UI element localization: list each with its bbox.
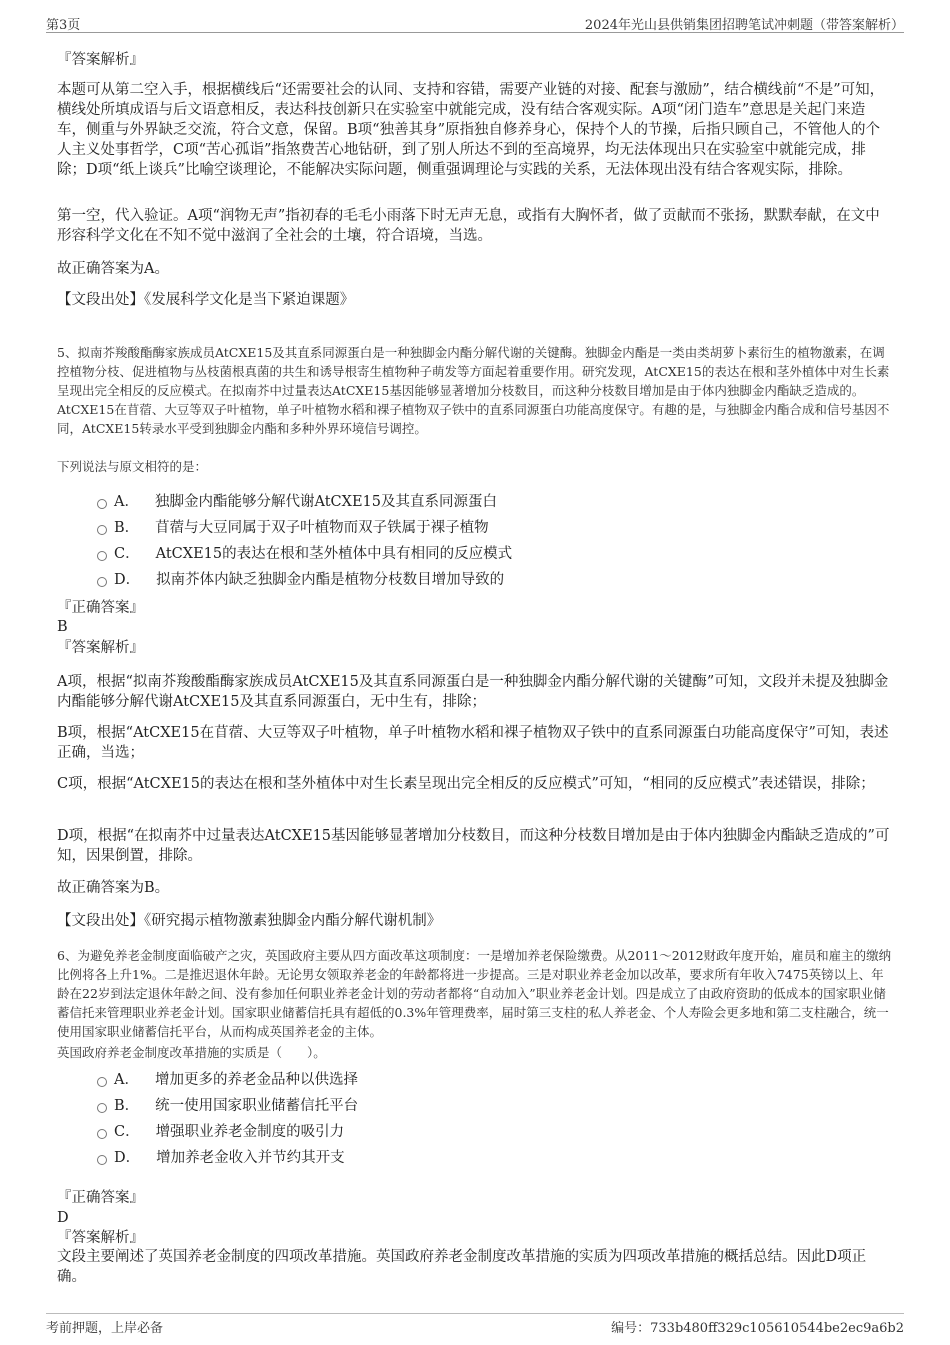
option-text: 增加养老金收入并节约其开支 bbox=[156, 1150, 345, 1166]
q5-option-d[interactable] bbox=[97, 570, 504, 590]
option-key: B． bbox=[114, 520, 140, 536]
radio-icon[interactable] bbox=[97, 1103, 107, 1113]
option-key: B． bbox=[114, 1098, 140, 1114]
page-header bbox=[46, 14, 904, 33]
q6-answer: D bbox=[57, 1210, 69, 1226]
radio-icon[interactable] bbox=[97, 525, 107, 535]
q4-conclusion: 故正确答案为A。 bbox=[57, 261, 169, 277]
q5-analysis-b: B项，根据“AtCXE15在苜蓿、大豆等双子叶植物，单子叶植物水稻和裸子植物双子铁中的直系同源蛋白功能高度保守”可知，表述正确，当选； bbox=[57, 725, 889, 761]
option-key: D． bbox=[114, 572, 141, 588]
q5-analysis-c: C项，根据“AtCXE15的表达在根和茎外植体中对生长素呈现出完全相反的反应模式”可知，“相同的反应模式”表述错误，排除； bbox=[57, 776, 875, 792]
q5-source: 【文段出处】《研究揭示植物激素独脚金内酯分解代谢机制》 bbox=[57, 913, 442, 929]
radio-icon[interactable] bbox=[97, 577, 107, 587]
option-text: AtCXE15的表达在根和茎外植体中具有相同的反应模式 bbox=[155, 546, 513, 562]
option-text: 统一使用国家职业储蓄信托平台 bbox=[155, 1098, 359, 1114]
q5-answer-label: 『正确答案』 bbox=[57, 600, 144, 616]
q5-option-b[interactable] bbox=[97, 518, 489, 538]
q6-analysis-label: 『答案解析』 bbox=[57, 1230, 144, 1246]
radio-icon[interactable] bbox=[97, 1155, 107, 1165]
q5-analysis-d: D项，根据“在拟南芥中过量表达AtCXE15基因能够显著增加分枝数目，而这种分枝数目增加是由于体内独脚金内酯缺乏造成的”可知，因果倒置，排除。 bbox=[57, 828, 890, 864]
q5-conclusion: 故正确答案为B。 bbox=[57, 880, 170, 896]
page-footer bbox=[46, 1313, 904, 1334]
footer-slogan: 考前押题，上岸必备 bbox=[46, 1321, 164, 1336]
option-key: A． bbox=[114, 1072, 139, 1088]
radio-icon[interactable] bbox=[97, 1077, 107, 1087]
q5-stem: 5、拟南芥羧酸酯酶家族成员AtCXE15及其直系同源蛋白是一种独脚金内酯分解代谢的关键酶。独脚金内酯是一类由类胡萝卜素衍生的植物激素，在调控植物分枝、促进植物与丛枝菌根真菌的共生和诱导根寄生植物种子萌发等方面起着重要作用。研究发现，AtCXE15的表达在根和茎外植体中对生长素呈现出完全相反的反应模式。在拟南芥中过量表达AtCXE15基因能够显著增加分枝数目，而这种分枝数目增加是由于体内独脚金内酯缺乏造成的。AtCXE15在苜蓿、大豆等双子叶植物，单子叶植物水稻和裸子植物双子铁中的直系同源蛋白功能高度保守。有趣的是，与独脚金内酯合成和信号基因不同，AtCXE15转录水平受到独脚金内酯和多种外界环境信号调控。 bbox=[57, 345, 890, 436]
q5-option-a[interactable] bbox=[97, 492, 497, 512]
q5-analysis-label: 『答案解析』 bbox=[57, 640, 144, 656]
radio-icon[interactable] bbox=[97, 551, 107, 561]
q6-option-d[interactable] bbox=[97, 1148, 345, 1168]
q5-answer: B bbox=[57, 619, 68, 635]
q6-option-b[interactable] bbox=[97, 1096, 358, 1116]
q6-stem: 6、为避免养老金制度面临破产之灾，英国政府主要从四方面改革这项制度：一是增加养老保险缴费。从2011～2012财政年度开始，雇员和雇主的缴纳比例将各上升1%。二是推迟退休年龄。无论男女领取养老金的年龄都将进一步提高。三是对职业养老金加以改革，要求所有年收入7475英镑以上、年龄在22岁到法定退休年龄之间、没有参加任何职业养老金计划的劳动者都将“自动加入”职业养老金计划。四是成立了由政府资助的低成本的国家职业储蓄信托来管理职业养老金计划。国家职业储蓄信托具有超低的0.3%年管理费率，届时第三支柱的私人养老金、个人寿险会更多地和第二支柱融合，统一使用国家职业储蓄信托平台，从而构成英国养老金的主体。 bbox=[57, 948, 892, 1039]
option-key: C． bbox=[114, 546, 140, 562]
q4-source: 【文段出处】《发展科学文化是当下紧迫课题》 bbox=[57, 292, 355, 308]
q6-analysis: 文段主要阐述了英国养老金制度的四项改革措施。英国政府养老金制度改革措施的实质为四项改革措施的概括总结。因此D项正确。 bbox=[57, 1249, 867, 1285]
option-key: C． bbox=[114, 1124, 140, 1140]
q6-option-a[interactable] bbox=[97, 1070, 358, 1090]
option-text: 独脚金内酯能够分解代谢AtCXE15及其直系同源蛋白 bbox=[154, 494, 497, 510]
option-key: D． bbox=[114, 1150, 141, 1166]
q4-analysis-paragraph-2: 第一空，代入验证。A项“润物无声”指初春的毛毛小雨落下时无声无息，或指有大胸怀者，做了贡献而不张扬，默默奉献，在文中形容科学文化在不知不觉中滋润了全社会的土壤，符合语境，当选。 bbox=[57, 208, 880, 244]
q6-answer-label: 『正确答案』 bbox=[57, 1190, 144, 1206]
q5-option-c[interactable] bbox=[97, 544, 512, 564]
option-text: 苜蓿与大豆同属于双子叶植物而双子铁属于裸子植物 bbox=[155, 520, 489, 536]
q5-question: 下列说法与原文相符的是： bbox=[57, 459, 208, 474]
q4-analysis-paragraph-1: 本题可从第二空入手，根据横线后“还需要社会的认同、支持和容错，需要产业链的对接、配套与激励”，结合横线前“不是”可知，横线处所填成语与后文语意相反，表达科技创新只在实验室中就能完成，没有结合客观实际。A项“闭门造车”意思是关起门来造车，侧重与外界缺乏交流，符合文意，保留。B项“独善其身”原指独自修养身心，保持个人的节操，后指只顾自己，不管他人的个人主义处事哲学，C项“苦心孤诣”指煞费苦心地钻研，到了别人所达不到的至高境界，均无法体现出只在实验室中就能完成，排除；D项“纸上谈兵”比喻空谈理论，不能解决实际问题，侧重强调理论与实践的关系，无法体现出没有结合客观实际，排除。 bbox=[57, 82, 885, 178]
option-text: 拟南芥体内缺乏独脚金内酯是植物分枝数目增加导致的 bbox=[156, 572, 505, 588]
document-title: 2024年光山县供销集团招聘笔试冲刺题（带答案解析） bbox=[584, 18, 904, 33]
q4-analysis-label: 『答案解析』 bbox=[57, 52, 144, 68]
option-text: 增强职业养老金制度的吸引力 bbox=[155, 1124, 345, 1140]
document-id: 编号：733b480ff329c105610544be2ec9a6b2 bbox=[611, 1321, 904, 1336]
q5-analysis-a: A项，根据“拟南芥羧酸酯酶家族成员AtCXE15及其直系同源蛋白是一种独脚金内酯分解代谢的关键酶”可知，文段并未提及独脚金内酯能够分解代谢AtCXE15及其直系同源蛋白，无中生有，排除； bbox=[57, 674, 889, 710]
radio-icon[interactable] bbox=[97, 1129, 107, 1139]
option-text: 增加更多的养老金品种以供选择 bbox=[154, 1072, 358, 1088]
page-number: 第3页 bbox=[46, 18, 81, 33]
q6-option-c[interactable] bbox=[97, 1122, 344, 1142]
radio-icon[interactable] bbox=[97, 499, 107, 509]
option-key: A． bbox=[114, 494, 139, 510]
q6-question: 英国政府养老金制度改革措施的实质是（ ）。 bbox=[57, 1045, 326, 1060]
